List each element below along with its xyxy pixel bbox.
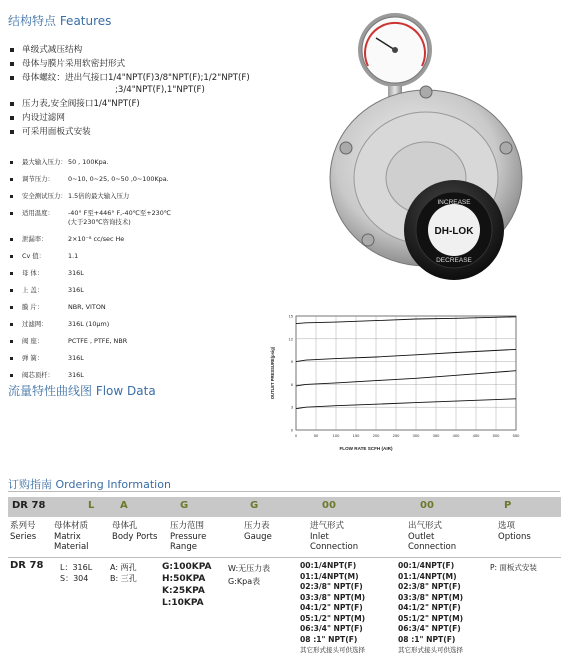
feature-item: 可采用面板式安装	[10, 126, 310, 138]
spec-row: 安全测试压力： 1.5倍的最大输入压力	[10, 192, 290, 201]
spec-row: 阀芯顶杆： 316L	[10, 371, 290, 380]
knob-decrease-label: DECREASE	[436, 257, 472, 264]
x-tick-label: 0	[294, 433, 298, 438]
column-material: 母体材质 Matrix Material	[54, 521, 89, 552]
option-items: P: 面板式安装	[490, 563, 537, 572]
x-tick-label: 200	[372, 433, 380, 438]
y-tick-label: 9	[290, 359, 293, 365]
pressure-options: G:100KPA H:50KPA K:25KPA L:10KPA	[162, 562, 212, 608]
spec-row: Cv 值： 1.1	[10, 252, 290, 261]
header-series-code: DR 78	[12, 500, 46, 511]
y-tick-label: 15	[288, 313, 293, 319]
series-value: DR 78	[10, 560, 44, 571]
feature-item: 单级式减压结构	[10, 44, 310, 56]
regulator-product-image	[328, 8, 524, 280]
spec-row: 上 盖： 316L	[10, 286, 290, 295]
feature-item: 内设过滤网	[10, 112, 310, 124]
spec-row: 最大输入压力： 50 , 100Kpa.	[10, 158, 290, 167]
header-outlet-code: 00	[420, 500, 434, 511]
flow-chart	[262, 306, 562, 466]
x-tick-label: 550	[512, 433, 520, 438]
column-options: 选项 Options	[498, 521, 531, 542]
header-gauge-code: G	[250, 500, 259, 511]
x-tick-label: 100	[332, 433, 340, 438]
x-tick-label: 500	[492, 433, 500, 438]
column-body-ports: 母体孔 Body Ports	[112, 521, 158, 542]
header-material-code: L	[88, 500, 95, 511]
adjustment-knob	[404, 180, 504, 280]
column-inlet: 进气形式 Inlet Connection	[310, 521, 359, 552]
spec-row: 阀 座： PCTFE , PTFE, NBR	[10, 337, 290, 346]
column-outlet: 出气形式 Outlet Connection	[408, 521, 457, 552]
x-tick-label: 150	[352, 433, 360, 438]
header-inlet-code: 00	[322, 500, 336, 511]
ordering-title: 订购指南 Ordering Information	[8, 478, 171, 491]
x-tick-label: 50	[313, 433, 319, 438]
material-options: L：316L S：304	[60, 563, 93, 583]
outlet-options: 00:1/4NPT(F) 01:1/4NPT(M) 02:3/8" NPT(F) 03:3/8" NPT(M) 04:1/2" NPT(F) 05:1/2" NPT(M) 06:3/4" NPT(F) 08 :1" NPT(F) 其它形式接头可供选择	[398, 561, 464, 654]
feature-item-continued: ;3/4"NPT(F),1"NPT(F)	[115, 85, 205, 95]
y-tick-label: 6	[290, 381, 293, 387]
divider	[8, 557, 561, 558]
feature-item: 母体螺纹：进出气接口1/4"NPT(F)3/8"NPT(F);1/2"NPT(F)	[10, 72, 310, 84]
feature-item: 母体与膜片采用软密封形式	[10, 58, 310, 70]
column-gauge: 压力表 Gauge	[244, 521, 272, 542]
knob-brand-label: DH-LOK	[434, 226, 474, 237]
y-tick-label: 3	[290, 404, 293, 410]
y-tick-label: 0	[290, 427, 293, 433]
spec-row: 母 体： 316L	[10, 269, 290, 278]
feature-item: 压力表,安全阀接口1/4"NPT(F)	[10, 98, 310, 110]
column-series: 系列号 Series	[10, 521, 37, 542]
spec-row: 调节压力： 0~10, 0~25, 0~50 ,0~100Kpa.	[10, 175, 290, 184]
x-tick-label: 350	[432, 433, 440, 438]
x-tick-label: 400	[452, 433, 460, 438]
ordering-header-bar	[8, 497, 561, 517]
knob-increase-label: INCREASE	[437, 199, 471, 206]
header-options-code: P	[504, 500, 512, 511]
spec-row: 泄漏率： 2×10⁻⁸ cc/sec He	[10, 235, 290, 244]
divider	[8, 491, 560, 492]
gauge-options: W:无压力表 G:Kpa表	[228, 564, 271, 586]
header-pressure-code: G	[180, 500, 189, 511]
port-options: A: 两孔 B: 三孔	[110, 563, 137, 583]
flow-data-title: 流量特性曲线图 Flow Data	[8, 384, 156, 398]
spec-row: 膜 片： NBR, VITON	[10, 303, 290, 312]
features-list	[10, 44, 310, 140]
spec-row: 弹 簧： 316L	[10, 354, 290, 363]
y-tick-label: 12	[288, 336, 293, 342]
x-tick-label: 450	[472, 433, 480, 438]
inlet-options: 00:1/4NPT(F) 01:1/4NPT(M) 02:3/8" NPT(F) 03:3/8" NPT(M) 04:1/2" NPT(F) 05:1/2" NPT(M) 06:3/4" NPT(F) 08 :1" NPT(F) 其它形式接头可供选择	[300, 561, 366, 654]
spec-row: 过滤网： 316L (10μm)	[10, 320, 290, 329]
x-axis-label: FLOW RATE SCFH (AIR)	[339, 446, 393, 451]
column-pressure-range: 压力范围 Pressure Range	[170, 521, 207, 552]
ordering-column-headers	[8, 519, 568, 559]
x-tick-label: 250	[392, 433, 400, 438]
header-port-code: A	[120, 500, 128, 511]
x-tick-label: 300	[412, 433, 420, 438]
spec-row: 适用温度： -40° F至+446° F,-40℃至+230℃ (大于230℃咨询技术)	[10, 209, 290, 227]
y-axis-label: OUTLET PRESSURE(psig)	[270, 346, 275, 400]
features-title: 结构特点 Features	[8, 14, 112, 28]
specs-list	[10, 158, 290, 388]
